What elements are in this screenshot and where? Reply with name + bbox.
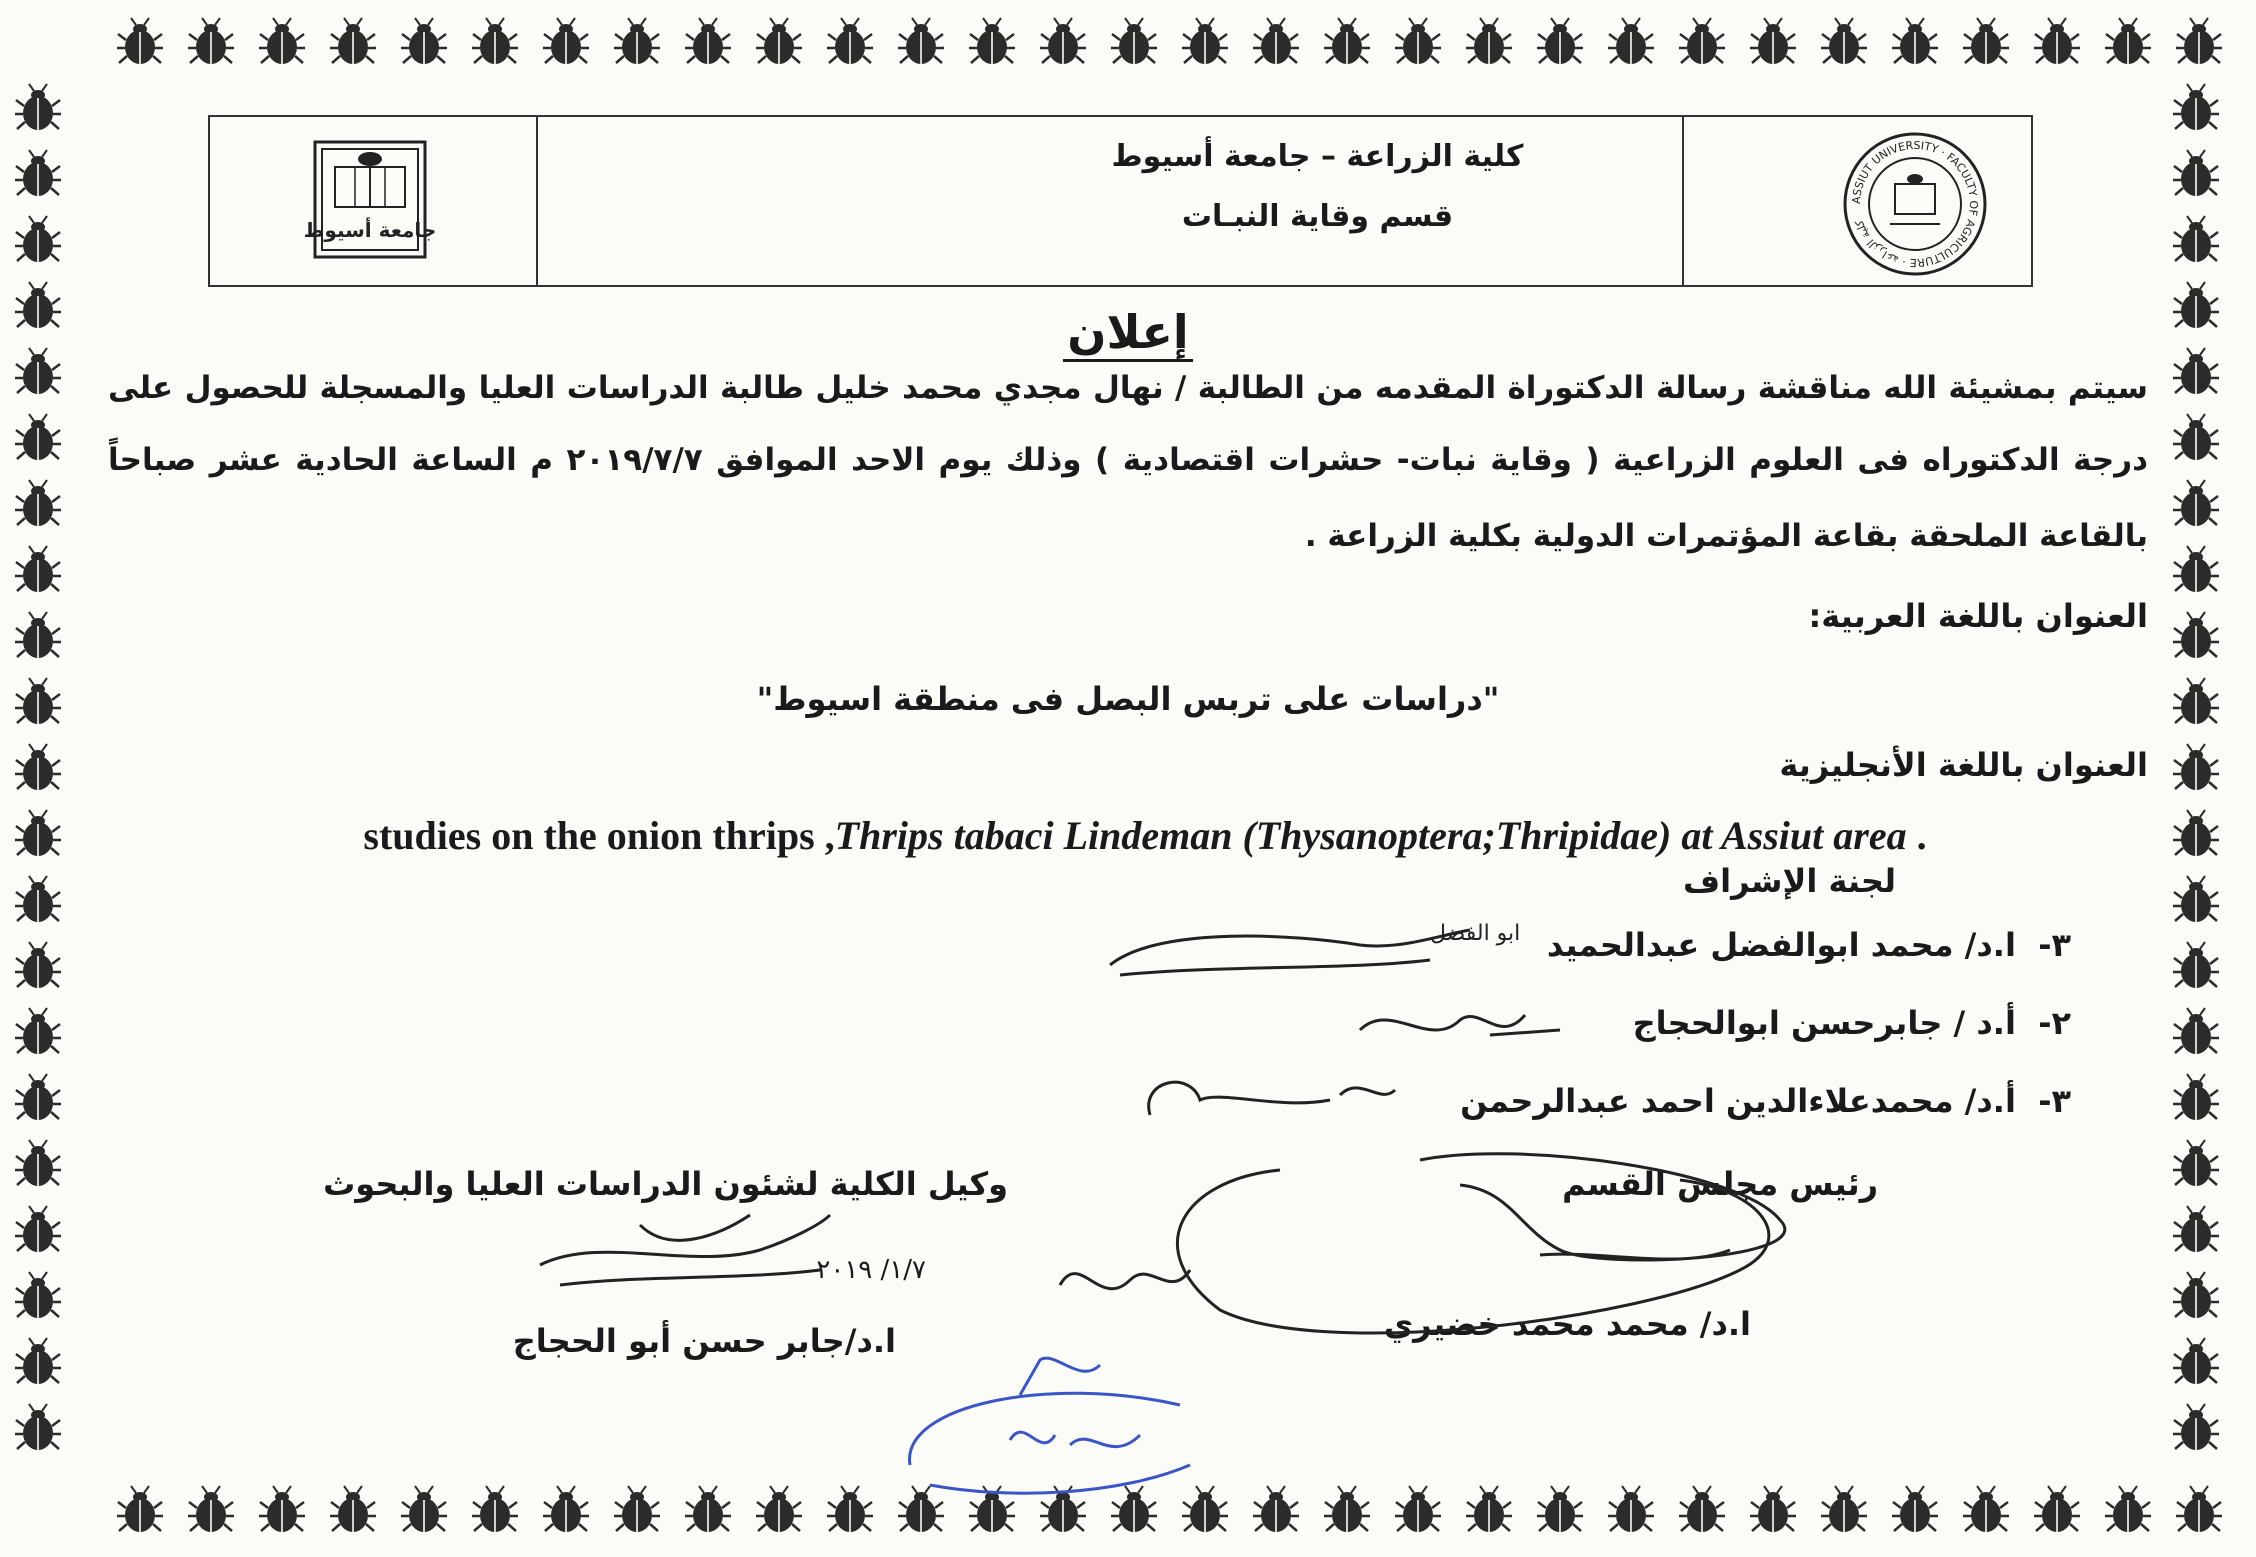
committee-member: ٣- ا.د/ محمد ابوالفضل عبدالحميد — [1546, 926, 2071, 964]
beetle-icon — [1395, 18, 1441, 64]
beetle-icon — [15, 1074, 61, 1120]
department-head-title: رئيس مجلس القسم — [1562, 1165, 1878, 1203]
beetle-icon — [330, 18, 376, 64]
announcement-line-2: درجة الدكتوراه فى العلوم الزراعية ( وقاية نبات- حشرات اقتصادية ) وذلك يوم الاحد الموافق ٢٠١٩/٧/٧ م الساعة الحادية عشر صباحاً — [108, 442, 2148, 478]
english-thesis-title: studies on the onion thrips ,Thrips tabaci Lindeman (Thysanoptera;Thripidae) at Assiut area . — [363, 813, 1927, 858]
beetle-icon — [15, 1140, 61, 1186]
arabic-title-label: العنوان باللغة العربية: — [1808, 597, 2148, 635]
beetle-icon — [2173, 414, 2219, 460]
beetle-icon — [117, 18, 163, 64]
beetle-icon — [15, 612, 61, 658]
beetle-icon — [15, 1338, 61, 1384]
beetle-icon — [2105, 1486, 2151, 1532]
beetle-icon — [1608, 18, 1654, 64]
beetle-icon — [1040, 18, 1086, 64]
beetle-icon — [2173, 150, 2219, 196]
beetle-icon — [1679, 18, 1725, 64]
beetle-icon — [2173, 1338, 2219, 1384]
beetle-icon — [756, 18, 802, 64]
letterhead-box — [208, 115, 2033, 287]
beetle-icon — [1679, 1486, 1725, 1532]
beetle-icon — [1821, 18, 1867, 64]
beetle-icon — [1466, 18, 1512, 64]
faculty-university-name: كلية الزراعة – جامعة أسيوط — [1111, 139, 1524, 174]
beetle-icon — [1821, 1486, 1867, 1532]
committee-heading: لجنة الإشراف — [1683, 862, 1896, 900]
vice-dean-name: ا.د/جابر حسن أبو الحجاج — [512, 1322, 896, 1360]
beetle-icon — [472, 18, 518, 64]
beetle-icon — [2173, 1272, 2219, 1318]
beetle-icon — [15, 744, 61, 790]
beetle-icon — [2173, 1206, 2219, 1252]
beetle-icon — [15, 876, 61, 922]
beetle-icon — [15, 1008, 61, 1054]
department-head-name: ا.د/ محمد محمد خضيري — [1383, 1305, 1751, 1343]
vice-dean-signature-date: ١/٧/ ٢٠١٩ — [816, 1255, 926, 1285]
beetle-icon — [2173, 942, 2219, 988]
signature-member-1 — [1100, 905, 1521, 995]
department-name: قسم وقاية النبـات — [1181, 199, 1454, 234]
beetle-icon — [2176, 18, 2222, 64]
announcement-line-3: بالقاعة الملحقة بقاعة المؤتمرات الدولية بكلية الزراعة . — [1304, 518, 2148, 554]
beetle-icon — [1537, 18, 1583, 64]
logo-text: جامعة أسيوط — [303, 218, 437, 242]
beetle-icon — [2173, 216, 2219, 262]
beetle-icon — [1537, 1486, 1583, 1532]
beetle-icon — [15, 810, 61, 856]
beetle-icon — [614, 1486, 660, 1532]
beetle-icon — [117, 1486, 163, 1532]
committee-member: ٣- أ.د/ محمدعلاءالدين احمد عبدالرحمن — [1460, 1082, 2071, 1120]
beetle-icon — [2034, 1486, 2080, 1532]
beetle-icon — [2173, 876, 2219, 922]
beetle-icon — [2176, 1486, 2222, 1532]
letterhead-divider — [536, 117, 538, 285]
vice-dean-title: وكيل الكلية لشئون الدراسات العليا والبحوث — [323, 1165, 1008, 1203]
committee-member: ٢- أ.د / جابرحسن ابوالحجاج — [1632, 1004, 2071, 1042]
beetle-icon — [2173, 1008, 2219, 1054]
beetle-icon — [1253, 18, 1299, 64]
beetle-icon — [543, 1486, 589, 1532]
beetle-icon — [259, 1486, 305, 1532]
announcement-title: إعلان — [0, 305, 2256, 359]
beetle-icon — [15, 84, 61, 130]
signature-member-2 — [1350, 990, 1570, 1060]
beetle-icon — [2105, 18, 2151, 64]
beetle-icon — [1111, 18, 1157, 64]
beetle-icon — [1466, 1486, 1512, 1532]
beetle-icon — [2173, 612, 2219, 658]
beetle-icon — [1963, 1486, 2009, 1532]
seal-text: ASSIUT UNIVERSITY · FACULTY OF AGRICULTURE · كلية الزراعة — [1849, 138, 1981, 270]
beetle-icon — [259, 18, 305, 64]
beetle-icon — [2173, 744, 2219, 790]
beetle-icon — [2173, 1140, 2219, 1186]
beetle-icon — [472, 1486, 518, 1532]
beetle-icon — [827, 1486, 873, 1532]
beetle-icon — [330, 1486, 376, 1532]
beetle-icon — [15, 150, 61, 196]
department-head-signature — [1040, 1130, 1890, 1340]
arabic-thesis-title: "دراسات على تربس البصل فى منطقة اسيوط" — [756, 680, 1500, 718]
beetle-icon — [15, 942, 61, 988]
beetle-icon — [543, 18, 589, 64]
beetle-icon — [898, 18, 944, 64]
beetle-icon — [1182, 18, 1228, 64]
beetle-icon — [1608, 1486, 1654, 1532]
beetle-icon — [1892, 1486, 1938, 1532]
beetle-icon — [401, 1486, 447, 1532]
beetle-icon — [1963, 18, 2009, 64]
beetle-icon — [2173, 480, 2219, 526]
beetle-icon — [756, 1486, 802, 1532]
beetle-icon — [2173, 1404, 2219, 1450]
beetle-icon — [15, 1206, 61, 1252]
beetle-icon — [685, 1486, 731, 1532]
vice-dean-signature — [520, 1195, 840, 1305]
english-title-label: العنوان باللغة الأنجليزية — [1779, 746, 2148, 784]
beetle-icon — [15, 216, 61, 262]
beetle-icon — [1324, 1486, 1370, 1532]
beetle-icon — [2173, 810, 2219, 856]
beetle-icon — [15, 1272, 61, 1318]
blue-ink-annotation — [890, 1335, 1210, 1515]
beetle-icon — [188, 1486, 234, 1532]
beetle-icon — [2173, 84, 2219, 130]
beetle-icon — [188, 18, 234, 64]
beetle-icon — [15, 480, 61, 526]
signature-member-3 — [1130, 1060, 1400, 1140]
beetle-icon — [1892, 18, 1938, 64]
beetle-icon — [2034, 18, 2080, 64]
beetle-icon — [2173, 1074, 2219, 1120]
svg-text:ابو الفضل: ابو الفضل — [1430, 921, 1521, 946]
beetle-icon — [401, 18, 447, 64]
beetle-icon — [827, 18, 873, 64]
beetle-icon — [614, 18, 660, 64]
beetle-icon — [685, 18, 731, 64]
beetle-icon — [1395, 1486, 1441, 1532]
beetle-icon — [969, 18, 1015, 64]
beetle-icon — [2173, 546, 2219, 592]
beetle-icon — [1750, 1486, 1796, 1532]
beetle-icon — [1324, 18, 1370, 64]
faculty-seal-logo — [1840, 129, 1990, 279]
beetle-icon — [15, 546, 61, 592]
announcement-line-1: سيتم بمشيئة الله مناقشة رسالة الدكتوراة المقدمه من الطالبة / نهال مجدي محمد خليل طالبة الدراسات العليا والمسجلة للحصول على — [108, 370, 2148, 406]
beetle-icon — [1750, 18, 1796, 64]
beetle-icon — [15, 414, 61, 460]
beetle-icon — [15, 1404, 61, 1450]
beetle-icon — [1253, 1486, 1299, 1532]
university-building-logo — [303, 137, 437, 262]
